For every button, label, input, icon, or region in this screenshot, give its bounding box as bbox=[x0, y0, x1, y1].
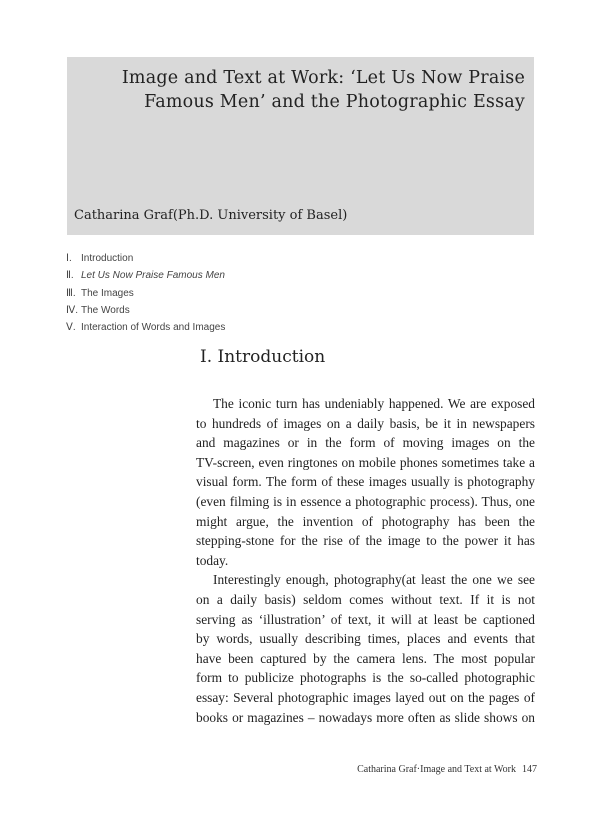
toc-number: Ⅰ. bbox=[66, 253, 72, 264]
body-line: have been captured by the camera lens. The most popular bbox=[196, 650, 535, 666]
body-line: (even filming is in essence a photographic process). Thus, one bbox=[196, 493, 535, 509]
toc-number: Ⅴ. bbox=[66, 322, 76, 334]
toc-number: Ⅲ. bbox=[66, 287, 76, 299]
toc-item bbox=[66, 267, 225, 284]
body-line: form to publicize photographs is the so-called photographic bbox=[196, 670, 535, 686]
toc-item bbox=[66, 319, 225, 336]
table-of-contents bbox=[66, 250, 225, 336]
toc-item bbox=[66, 250, 225, 267]
body-line: Interestingly enough, photography(at least the one we see bbox=[213, 572, 535, 588]
body-line: visual form. The form of these images usually is photography bbox=[196, 474, 535, 490]
body-line: TV-screen, even ringtones on mobile phones sometimes take a bbox=[196, 454, 535, 470]
page-number: 147 bbox=[522, 764, 537, 775]
page-footer bbox=[357, 764, 537, 775]
body-text bbox=[196, 394, 535, 727]
section-heading: Ⅰ. Introduction bbox=[200, 347, 326, 367]
toc-label: Interaction of Words and Images bbox=[81, 322, 226, 334]
toc-number: Ⅳ. bbox=[66, 304, 79, 316]
body-line: by words, usually describing times, places and events that bbox=[196, 631, 535, 647]
running-head: Catharina Graf·Image and Text at Work bbox=[357, 764, 516, 775]
body-line: stepping-stone for the rise of the image to the power it has bbox=[196, 533, 535, 549]
body-line: on a daily basis) seldom comes without text. If it is not bbox=[196, 591, 535, 607]
article-title bbox=[67, 66, 525, 114]
body-line: The iconic turn has undeniably happened. We are exposed bbox=[213, 396, 535, 411]
body-line: serving as ‘illustration’ of text, it will at least be captioned bbox=[196, 611, 535, 627]
toc-number: Ⅱ. bbox=[66, 270, 74, 282]
toc-item bbox=[66, 285, 225, 302]
title-line: Famous Men’ and the Photographic Essay bbox=[144, 92, 525, 112]
body-line: and magazines or in the form of moving images on the bbox=[196, 435, 535, 451]
body-line: to hundreds of images on a daily basis, be it in newspapers bbox=[196, 415, 535, 431]
body-line: today. bbox=[196, 552, 229, 568]
toc-label: Let Us Now Praise Famous Men bbox=[81, 270, 225, 282]
toc-label: Introduction bbox=[81, 253, 134, 264]
toc-label: The Words bbox=[81, 304, 130, 316]
toc-item bbox=[66, 302, 225, 319]
title-line: Image and Text at Work: ‘Let Us Now Praise bbox=[121, 68, 525, 88]
author-affiliation: Catharina Graf(Ph.D. University of Basel) bbox=[74, 208, 348, 223]
body-line: books or magazines – nowadays more often as slide shows on bbox=[196, 709, 535, 725]
toc-label: The Images bbox=[81, 287, 134, 299]
body-line: essay: Several photographic images layed out on the pages of bbox=[196, 689, 535, 705]
article-header bbox=[67, 57, 534, 235]
body-line: might argue, the invention of photography has been the bbox=[196, 513, 535, 529]
